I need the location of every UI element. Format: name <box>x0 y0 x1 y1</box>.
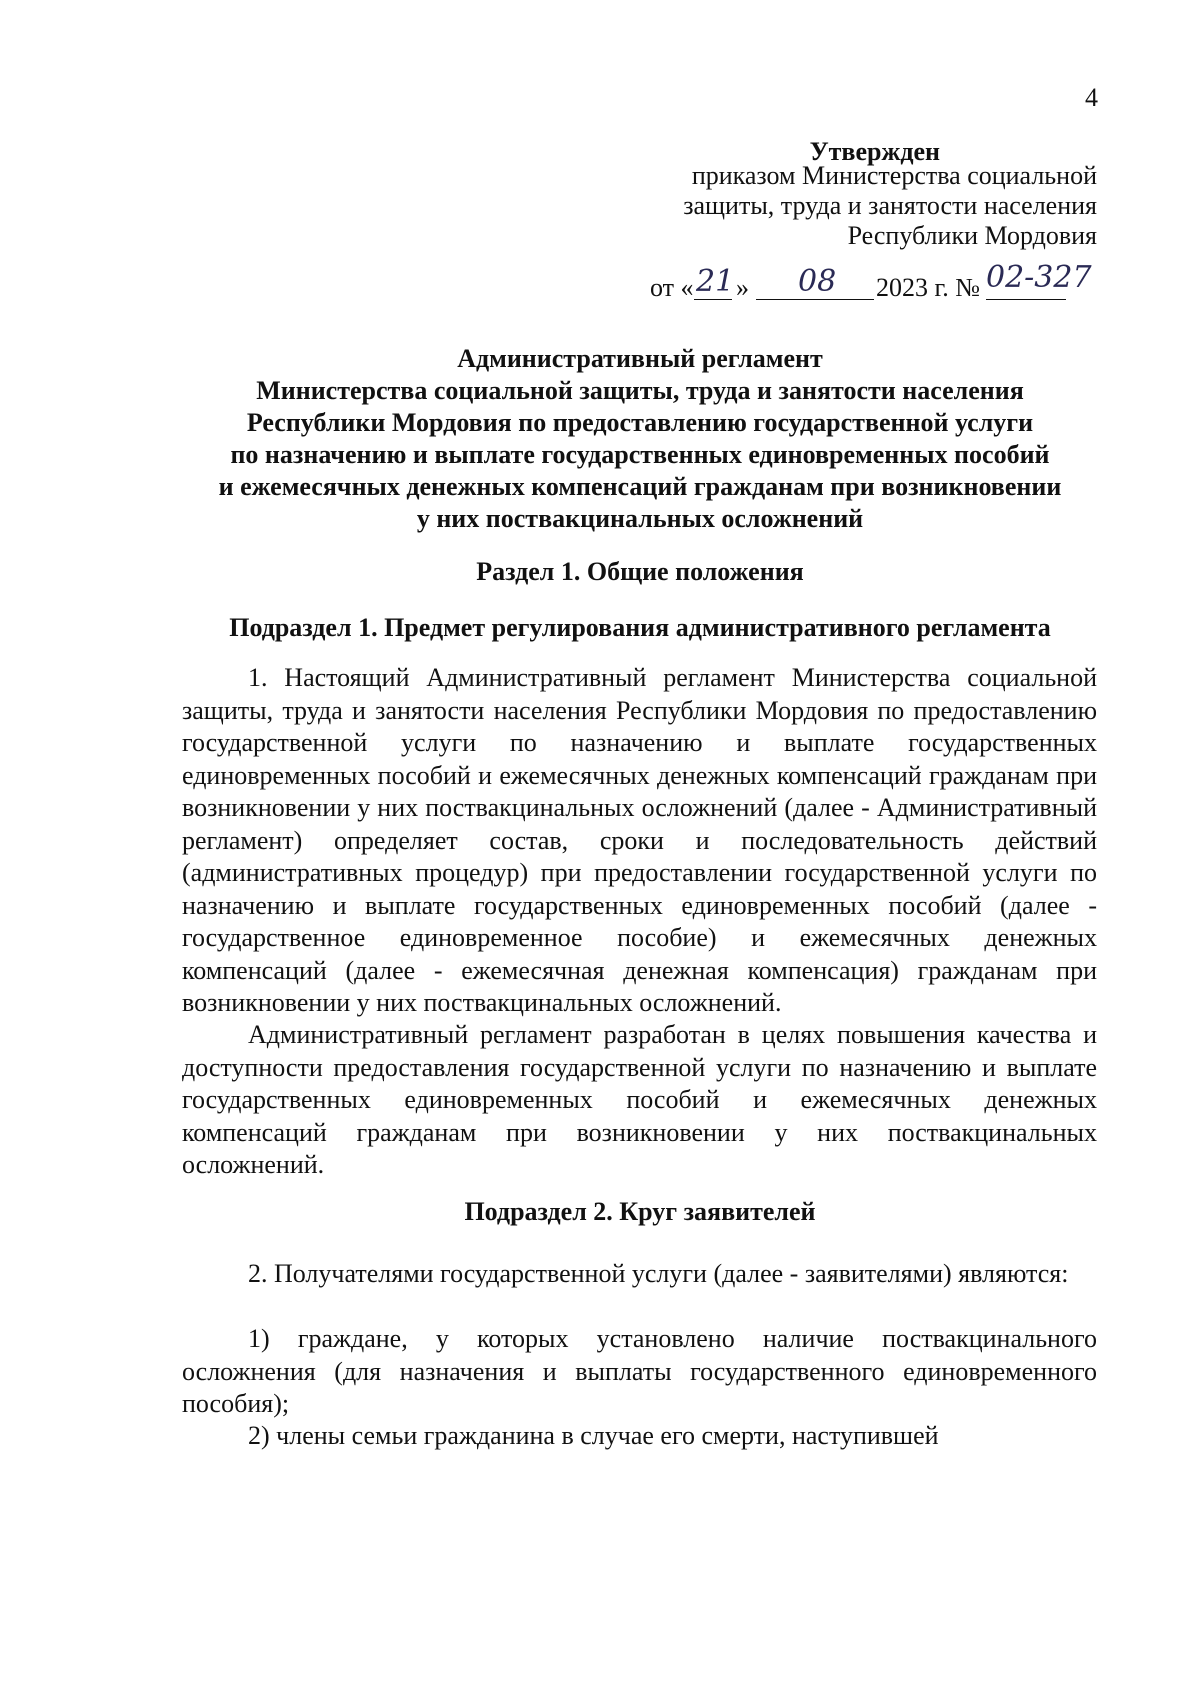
title-line-5: и ежемесячных денежных компенсаций гражданам при возникновении <box>218 472 1062 501</box>
subsection-2-title: Подраздел 2. Круг заявителей <box>464 1197 816 1226</box>
paragraph-2: Административный регламент разработан в целях повышения качества и доступности предоставления государственной услуги по назначению и выплате государственных единовременных пособий и ежемесячных денежных компенсаций гражданам при возникновении у них поствакцинальных осложнений. <box>182 1020 1097 1179</box>
day-underline <box>694 298 732 300</box>
title-line-6: у них поствакцинальных осложнений <box>416 504 864 533</box>
approval-line-2: защиты, труда и занятости населения <box>683 191 1097 220</box>
paragraph-4: 1) граждане, у которых установлено наличие поствакцинального осложнения (для назначения и выплаты государственного единовременного пособия); <box>182 1324 1097 1418</box>
date-mid: » <box>736 273 749 302</box>
paragraph-3: 2. Получателями государственной услуги (далее - заявителями) являются: <box>248 1259 1069 1288</box>
approval-title: Утвержден <box>809 137 940 166</box>
title-line-1: Административный регламент <box>457 344 823 373</box>
date-year: 2023 г. № <box>876 273 981 302</box>
date-day: 21 <box>696 264 735 299</box>
paragraph-1: 1. Настоящий Административный регламент Министерства социальной защиты, труда и занятости населения Республики Мордовия по предоставлению государственной услуги по назначению и выплате государственных единовременных пособий и ежемесячных денежных компенсаций гражданам при возникновении у них поствакцинальных осложнений (далее - Административный регламент) определяет состав, сроки и последовательность действий (административных процедур) при предоставлении государственной услуги по назначению и выплате государственных единовременных пособий (далее - государственное единовременное пособие) и ежемесячных денежных компенсаций (далее - ежемесячная денежная компенсация) гражданам при возникновении у них поствакцинальных осложнений. <box>182 663 1097 1017</box>
title-line-3: Республики Мордовия по предоставлению государственной услуги <box>246 408 1034 437</box>
approval-line-1: приказом Министерства социальной <box>691 161 1097 190</box>
order-number: 02-327 <box>986 260 1092 295</box>
number-underline <box>986 298 1066 300</box>
title-line-2: Министерства социальной защиты, труда и занятости населения <box>256 376 1024 405</box>
date-month: 08 <box>798 264 837 299</box>
title-line-4: по назначению и выплате государственных единовременных пособий <box>230 440 1050 469</box>
section-1-title: Раздел 1. Общие положения <box>476 557 804 586</box>
paragraph-5: 2) члены семьи гражданина в случае его смерти, наступившей <box>248 1421 939 1450</box>
approval-line-3: Республики Мордовия <box>847 221 1097 250</box>
date-prefix: от « <box>650 273 694 302</box>
page-number: 4 <box>1085 83 1098 112</box>
month-underline <box>756 298 874 300</box>
subsection-1-title: Подраздел 1. Предмет регулирования административного регламента <box>229 613 1051 642</box>
approval-date-line <box>650 260 1110 312</box>
